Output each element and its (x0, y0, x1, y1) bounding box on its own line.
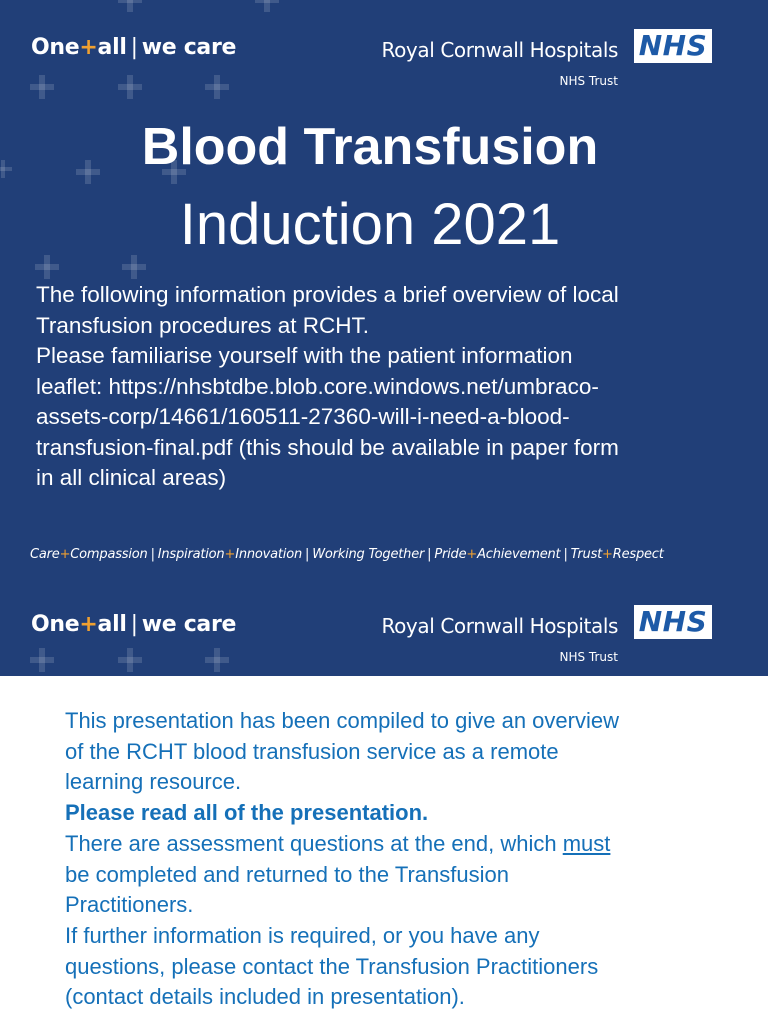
value-inspiration: Inspiration (157, 547, 225, 562)
value-plus: + (602, 547, 613, 562)
organisation-subtitle: NHS Trust (559, 74, 618, 88)
body-line: (contact details included in presentation). (65, 984, 465, 1010)
intro-line: Please familiarise yourself with the patient information (36, 343, 573, 368)
intro-line: The following information provides a brief overview of local (36, 282, 619, 307)
value-trust: Trust (570, 547, 603, 562)
organisation-name: Royal Cornwall Hospitals (381, 614, 618, 638)
value-working-together: Working Together (312, 547, 425, 562)
tagline-plus: + (79, 612, 98, 637)
value-divider: | (305, 547, 310, 562)
value-plus: + (466, 547, 478, 562)
slide-2 (0, 576, 768, 1024)
value-plus: + (59, 547, 71, 562)
value-respect: Respect (612, 547, 664, 562)
value-divider: | (427, 547, 432, 562)
value-pride: Pride (434, 547, 467, 562)
tagline-one: One (31, 612, 80, 637)
organisation-subtitle-block (560, 68, 619, 88)
body-line: questions, please contact the Transfusion Practitioners (65, 953, 599, 979)
intro-line: transfusion-final.pdf (this should be available in paper form (36, 434, 619, 460)
intro-text (36, 280, 736, 494)
slide-title-line-1: Blood Transfusion (141, 118, 599, 176)
tagline-divider: | (130, 35, 138, 60)
body-line: learning resource. (65, 769, 242, 795)
tagline-we-care: we care (141, 35, 237, 60)
intro-line: assets-corp/14661/160511-27360-will-i-need-a-blood- (36, 404, 570, 429)
organisation-name: Royal Cornwall Hospitals (381, 38, 618, 62)
organisation-name-block (382, 614, 619, 638)
organisation-subtitle: NHS Trust (559, 650, 618, 664)
value-divider: | (563, 547, 568, 562)
body-line: If further information is required, or you have any (65, 922, 540, 948)
organisation-name-block (382, 38, 619, 62)
value-plus: + (224, 547, 236, 562)
tagline-all: all (97, 612, 127, 637)
tagline (31, 612, 236, 637)
body-line: of the RCHT blood transfusion service as a remote (65, 738, 559, 764)
value-care: Care (30, 547, 60, 562)
slide-2-body (65, 706, 725, 1013)
tagline-divider: | (130, 612, 138, 637)
organisation-subtitle-block (560, 644, 619, 664)
tagline-all: all (97, 35, 127, 60)
value-divider: | (150, 547, 155, 562)
body-line-text: There are assessment questions at the end, which (65, 830, 563, 856)
nhs-logo: NHS (634, 605, 712, 639)
tagline-one: One (31, 35, 80, 60)
tagline-we-care: we care (141, 612, 237, 637)
body-line: This presentation has been compiled to give an overview (65, 708, 619, 733)
tagline (31, 35, 236, 60)
slide-title-line-2: Induction 2021 (179, 192, 561, 257)
body-line: be completed and returned to the Transfusion (65, 861, 509, 887)
underlined-must: must (562, 830, 611, 856)
slide-2-header (0, 576, 768, 676)
intro-line: in all clinical areas) (36, 465, 227, 490)
intro-line: leaflet: https://nhsbtdbe.blob.core.windows.net/umbraco- (36, 373, 599, 399)
nhs-logo: NHS (634, 29, 712, 63)
body-line: Practitioners. (65, 892, 194, 918)
tagline-plus: + (79, 35, 98, 60)
values-strip (30, 547, 664, 562)
value-innovation: Innovation (235, 547, 303, 562)
body-emphasis-line: Please read all of the presentation. (65, 800, 429, 826)
value-achievement: Achievement (477, 547, 561, 562)
intro-line: Transfusion procedures at RCHT. (36, 312, 370, 338)
body-line (65, 829, 725, 860)
value-compassion: Compassion (70, 547, 148, 562)
